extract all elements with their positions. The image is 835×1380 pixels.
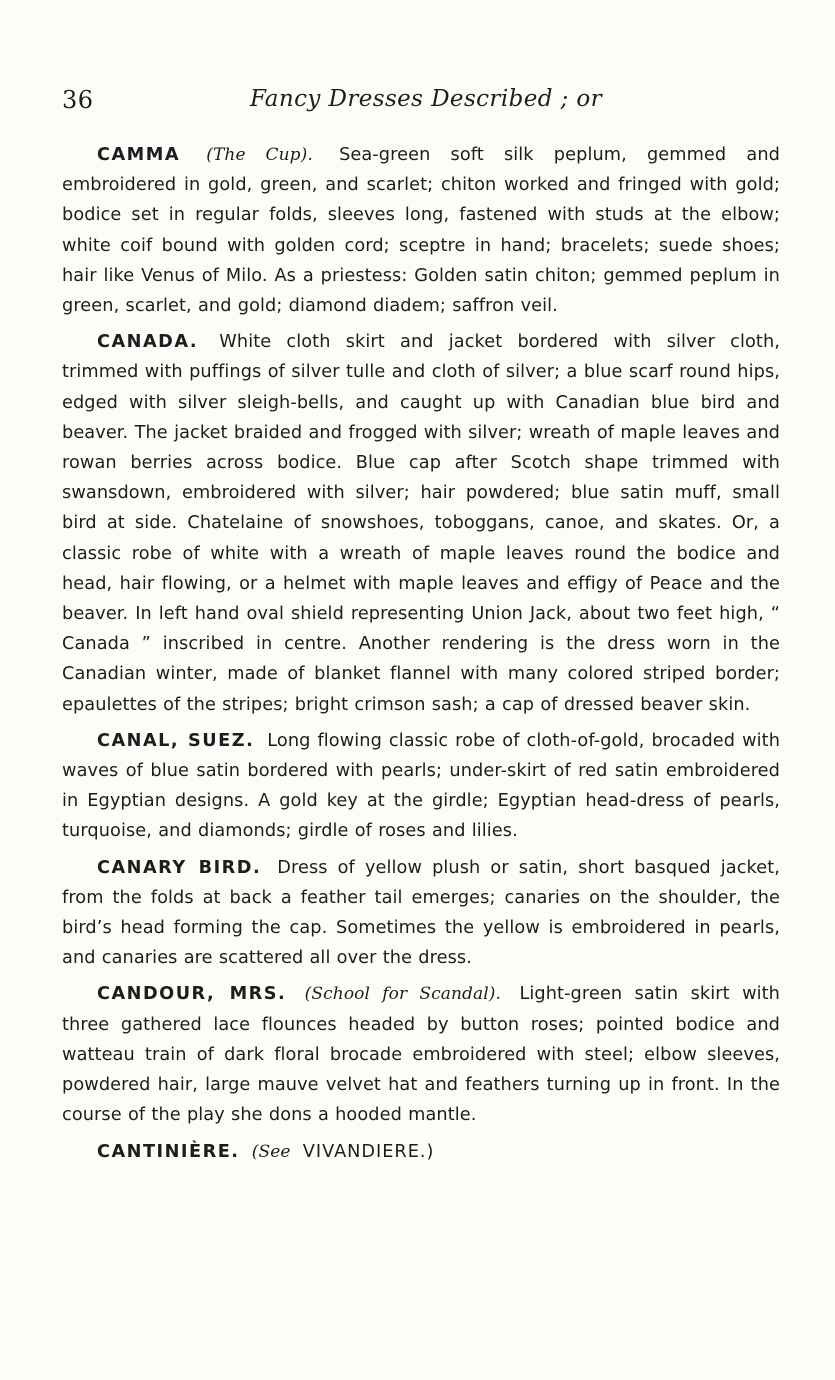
entry-text: Sea-green soft silk peplum, gemmed and embroidered in gold, green, and scarlet; chiton worked and fringed with gold; bodice set in regular folds, sleeves long, fastened with studs at the elbow; white coif bound with golden cord; sceptre in hand; bracelets; suede shoes; hair like Venus of Milo. As a priestess: Golden satin chiton; gemmed peplum in green, scarlet, and gold; diamond diadem; saffron veil. [62,145,780,317]
entry-text: White cloth skirt and jacket bordered with silver cloth, trimmed with puffings of silver tulle and cloth of silver; a blue scarf round hips, edged with silver sleigh-bells, and caught up with Canadian blue bird and beaver. The jacket braided and frogged with silver; wreath of maple leaves and rowan berries across bodice. Blue cap after Scotch shape trimmed with swansdown, embroidered with silver; hair powdered; blue satin muff, small bird at side. Chatelaine of snowshoes, toboggans, canoe, and skates. Or, a classic robe of white with a wreath of maple leaves round the bodice and head, hair flowing, or a helmet with maple leaves and effigy of Peace and the beaver. In left hand oval shield representing Union Jack, about two feet high, “ Canada ” inscribed in centre. Another rendering is the dress worn in the Canadian winter, made of blanket flannel with many colored striped border; epaulettes of the stripes; bright crimson sash; a cap of dressed beaver skin. [62,332,780,715]
entry-text: Light-green satin skirt with three gathered lace flounces headed by button roses; pointed bodice and watteau train of dark floral brocade embroidered with steel; elbow sleeves, powdered hair, large mauve velvet hat and feathers turning up in front. In the course of the play she dons a hooded mantle. [62,984,780,1126]
entry-subtitle: (School for Scandal). [304,984,502,1005]
entry-subtitle: (See [251,1141,291,1162]
entry-canada [62,327,780,720]
entry-canary-bird [62,853,780,974]
entry-cantiniere [62,1137,780,1167]
entry-canal-suez [62,726,780,847]
entry-headword: CANADA. [97,332,199,353]
entry-camma [62,140,780,321]
entry-headword: CANARY BIRD. [97,857,262,878]
entry-headword: CANTINIÈRE. [97,1141,240,1162]
entries-list [62,140,780,1173]
entry-headword: CANAL, SUEZ. [97,730,255,751]
entry-candour-mrs [62,979,780,1130]
cross-reference: VIVANDIERE.) [302,1141,435,1162]
entry-subtitle: (The Cup). [206,145,313,165]
running-title: Fancy Dresses Described ; or [250,86,603,112]
entry-headword: CANDOUR, MRS. [97,984,287,1005]
entry-headword: CAMMA [97,145,181,165]
page-number: 36 [62,86,94,114]
entry-text: Dress of yellow plush or satin, short basqued jacket, from the folds at back a feather tail emerges; canaries on the shoulder, the bird’s head forming the cap. Sometimes the yellow is embroidered in pearls, and canaries are scattered all over the dress. [62,857,780,969]
entry-text: Long flowing classic robe of cloth-of-gold, brocaded with waves of blue satin bordered with pearls; under-skirt of red satin embroidered in Egyptian designs. A gold key at the girdle; Egyptian head-dress of pearls, turquoise, and diamonds; girdle of roses and lilies. [62,730,781,842]
